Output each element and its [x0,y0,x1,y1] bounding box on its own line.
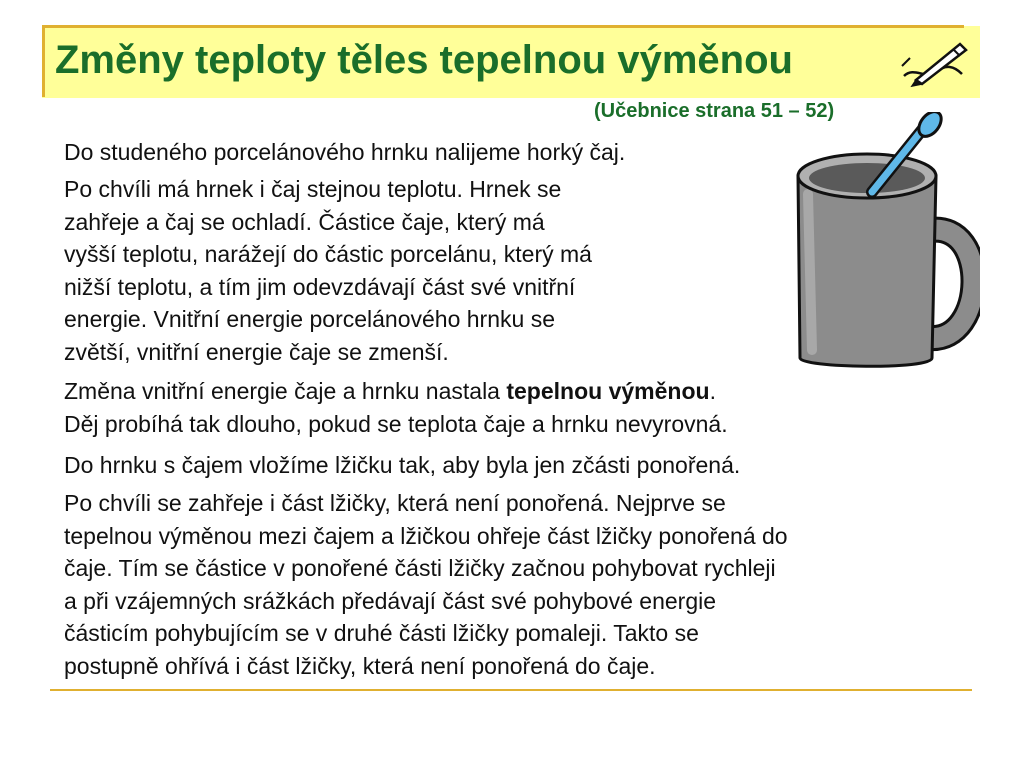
paragraph-5 [64,487,788,682]
paragraph-2 [64,173,592,368]
text-line [64,375,728,408]
text-line: zvětší, vnitřní energie čaje se zmenší. [64,338,449,365]
textbook-reference: (Učebnice strana 51 – 52) [594,100,835,122]
bottom-rule [50,689,972,691]
text-line: postupně ohřívá i část lžičky, která není ponořená do čaje. [64,652,656,679]
pen-writing-icon [896,36,972,88]
text-line: čaje. Tím se částice v ponořené části lžičky začnou pohybovat rychleji [64,555,776,581]
mug-with-spoon-illustration [790,112,980,374]
text-line: Po chvíli má hrnek i čaj stejnou teplotu. Hrnek se [64,176,562,202]
text-line: částicím pohybujícím se v druhé části lžičky pomaleji. Takto se [64,620,699,646]
paragraph-3 [64,375,728,440]
paragraph-1 [64,136,625,169]
text-segment: . [709,378,716,404]
text-line: nižší teplotu, a tím jim odevzdávají část své vnitřní [64,273,576,300]
text-line: tepelnou výměnou mezi čajem a lžičkou ohřeje část lžičky ponořená do [64,522,788,549]
title-top-rule [42,25,964,28]
text-line: Do hrnku s čajem vložíme lžičku tak, aby byla jen zčásti ponořená. [64,452,741,478]
title-left-rule [42,25,45,97]
text-line: Děj probíhá tak dlouho, pokud se teplota čaje a hrnku nevyrovná. [64,410,728,437]
paragraph-4 [64,449,740,482]
text-line: a při vzájemných srážkách předávají část své pohybové energie [64,587,717,614]
tea-surface [809,163,925,193]
text-segment: Změna vnitřní energie čaje a hrnku nastala [64,378,507,404]
text-line: energie. Vnitřní energie porcelánového hrnku se [64,306,555,332]
text-line: Po chvíli se zahřeje i část lžičky, která není ponořená. Nejprve se [64,490,726,516]
text-line: vyšší teplotu, narážejí do částic porcelánu, který má [64,241,592,267]
text-line: Do studeného porcelánového hrnku nalijeme horký čaj. [64,139,626,165]
mug-body [798,176,936,366]
slide-title: Změny teploty těles tepelnou výměnou [55,38,793,82]
bold-term: tepelnou výměnou [506,378,710,404]
text-line: zahřeje a čaj se ochladí. Částice čaje, který má [64,208,545,235]
